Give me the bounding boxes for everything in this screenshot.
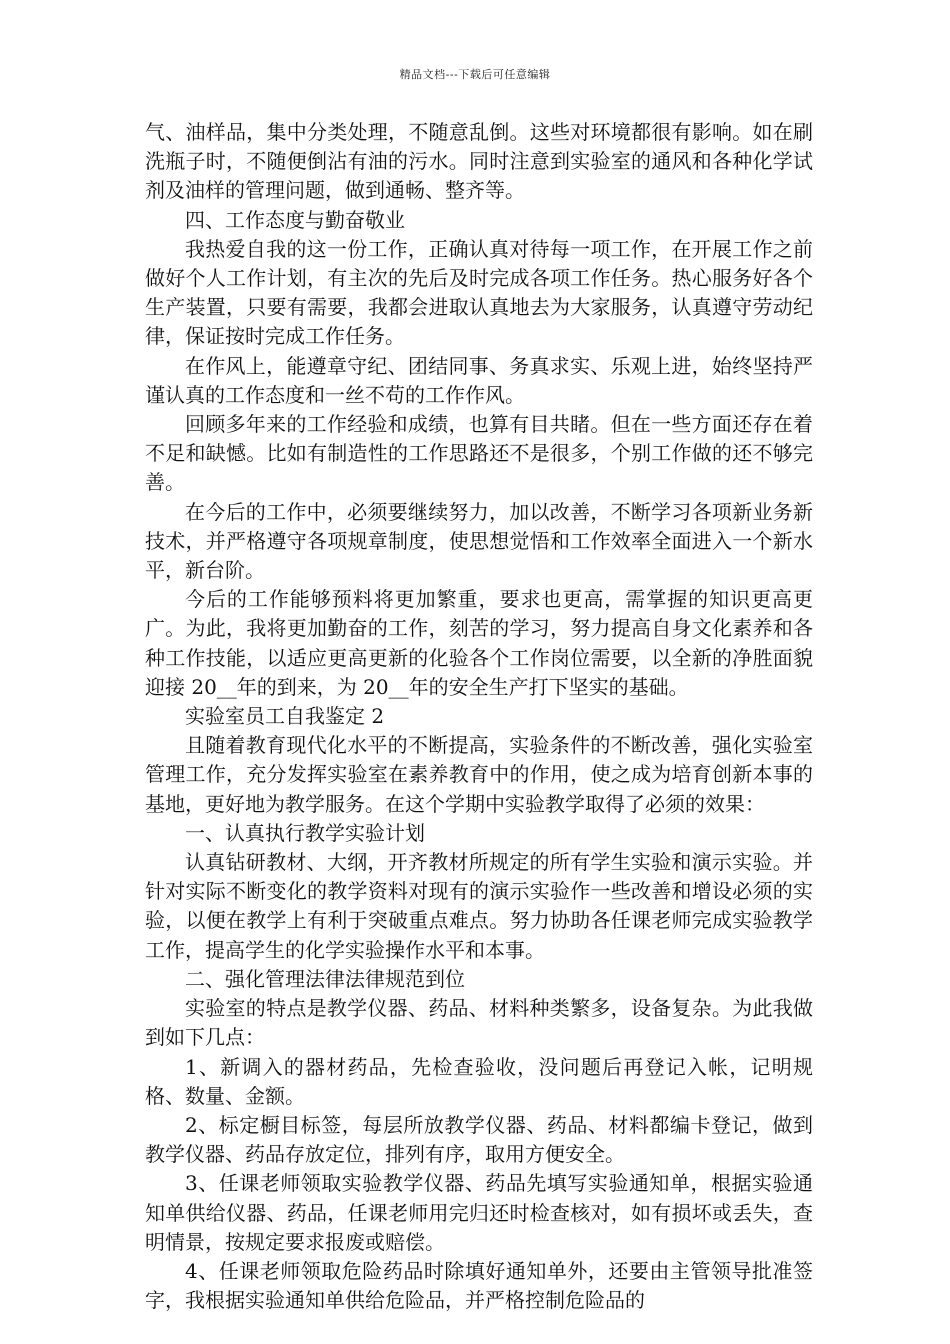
paragraph: 认真钻研教材、大纲，开齐教材所规定的所有学生实验和演示实验。并针对实际不断变化的教学资料对现有的演示实验作一些改善和增设必须的实验，以便在教学上有利于突破重点难点。努力协助各任课老师完成实验教学工作，提高学生的化学实验操作水平和本事。 (145, 850, 813, 962)
section-heading: 一、认真执行教学实验计划 (185, 820, 425, 845)
section-heading: 二、强化管理法律法律规范到位 (185, 966, 465, 991)
paragraph: 气、油样品，集中分类处理，不随意乱倒。这些对环境都很有影响。如在刷洗瓶子时，不随便倒沾有油的污水。同时注意到实验室的通风和各种化学试剂及油样的管理问题，做到通畅、整齐等。 (145, 120, 813, 203)
list-item: 3、任课老师领取实验教学仪器、药品先填写实验通知单，根据实验通知单供给仪器、药品，任课老师用完归还时检查核对，如有损坏或丢失，查明情景，按规定要求报废或赔偿。 (145, 1171, 813, 1254)
section-heading: 四、工作态度与勤奋敬业 (185, 207, 405, 232)
list-item: 2、标定橱目标签，每层所放教学仪器、药品、材料都编卡登记，做到教学仪器、药品存放定位，排列有序，取用方便安全。 (145, 1112, 813, 1167)
paragraph: 我热爱自我的这一份工作，正确认真对待每一项工作，在开展工作之前做好个人工作计划，有主次的先后及时完成各项工作任务。热心服务好各个生产装置，只要有需要，我都会进取认真地去为大家服务，认真遵守劳动纪律，保证按时完成工作任务。 (145, 236, 813, 349)
document-title: 实验室员工自我鉴定 2 (185, 704, 385, 729)
paragraph: 在今后的工作中，必须要继续努力，加以改善，不断学习各项新业务新技术，并严格遵守各项规章制度，使思想觉悟和工作效率全面进入一个新水平，新台阶。 (145, 499, 813, 583)
paragraph: 实验室的特点是教学仪器、药品、材料种类繁多，设备复杂。为此我做到如下几点： (145, 996, 813, 1050)
paragraph: 在作风上，能遵章守纪、团结同事、务真求实、乐观上进，始终坚持严谨认真的工作态度和一丝不苟的工作作风。 (145, 353, 813, 407)
document-body (145, 118, 813, 1315)
page-header: 精品文档---下载后可任意编辑 (399, 68, 551, 81)
paragraph: 今后的工作能够预料将更加繁重，要求也更高，需掌握的知识更高更广。为此，我将更加勤奋的工作，刻苦的学习，努力提高自身文化素养和各种工作技能，以适应更高更新的化验各个工作岗位需要，以全新的净胜面貌迎接 20__年的到来，为 20__年的安全生产打下坚实的基础。 (145, 587, 813, 699)
paragraph: 且随着教育现代化水平的不断提高，实验条件的不断改善，强化实验室管理工作，充分发挥实验室在素养教育中的作用，使之成为培育创新本事的基地，更好地为教学服务。在这个学期中实验教学取得了必须的效果： (145, 733, 813, 816)
list-item: 1、新调入的器材药品，先检查验收，没问题后再登记入帐，记明规格、数量、金额。 (145, 1054, 813, 1108)
list-item: 4、任课老师领取危险药品时除填好通知单外，还要由主管领导批准签字，我根据实验通知单供给危险品，并严格控制危险品的 (145, 1258, 813, 1313)
paragraph: 回顾多年来的工作经验和成绩，也算有目共睹。但在一些方面还存在着不足和缺憾。比如有制造性的工作思路还不是很多，个别工作做的还不够完善。 (145, 412, 813, 495)
